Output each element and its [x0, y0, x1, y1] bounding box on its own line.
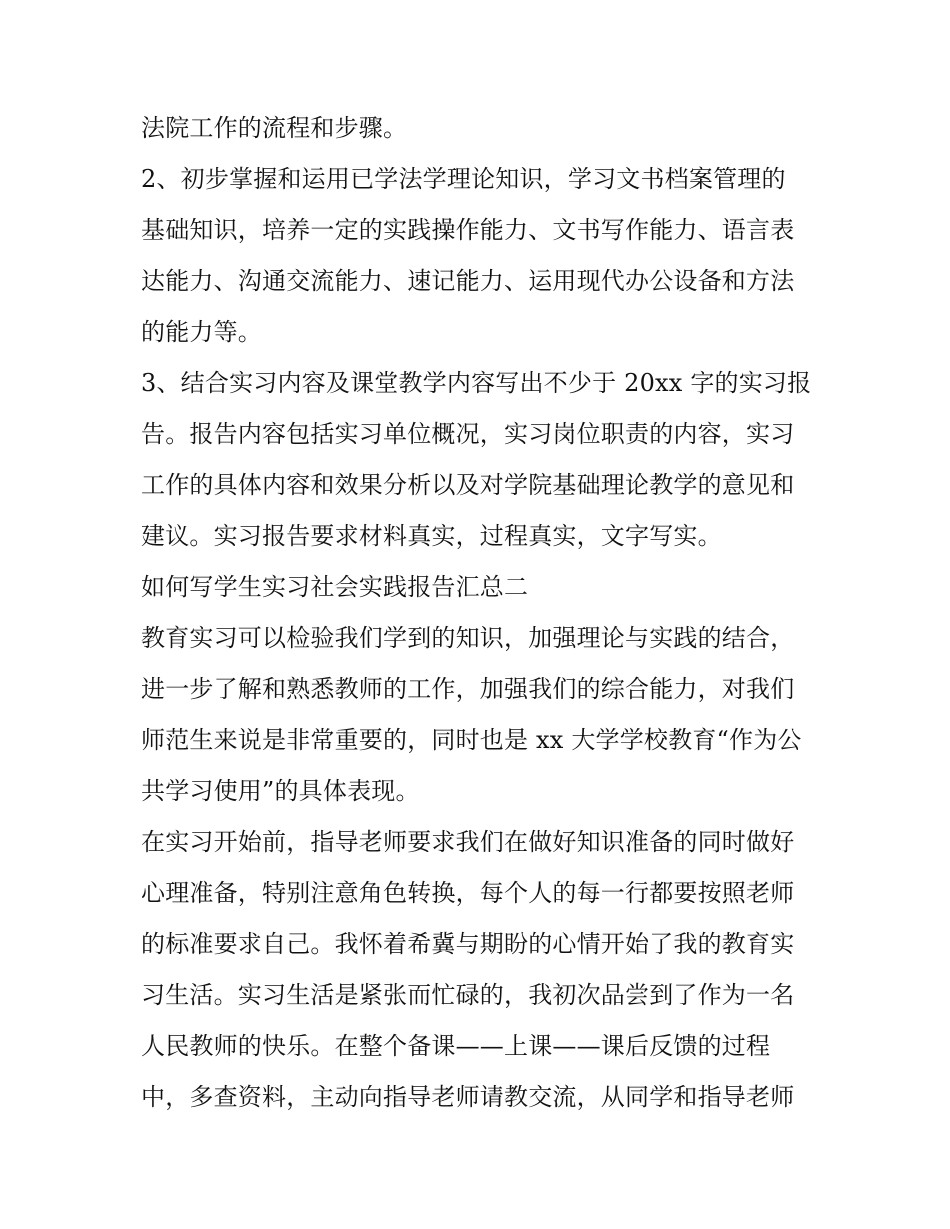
text-line: 教育实习可以检验我们学到的知识，加强理论与实践的结合，: [141, 624, 795, 652]
text-line: 心理准备，特别注意角色转换，每个人的每一行都要按照老师: [141, 879, 795, 907]
text-line: 的能力等。: [141, 318, 262, 346]
text-line: 法院工作的流程和步骤。: [141, 114, 408, 142]
document-body: [141, 103, 821, 1123]
text-line: 共学习使用”的具体表现。: [141, 777, 420, 805]
text-line: 2、初步掌握和运用已学法学理论知识，学习文书档案管理的: [141, 165, 786, 193]
text-line: 达能力、沟通交流能力、速记能力、运用现代办公设备和方法: [141, 267, 795, 295]
text-line: 3、结合实习内容及课堂教学内容写出不少于 20xx 字的实习报: [141, 369, 812, 397]
text-line: 基础知识，培养一定的实践操作能力、文书写作能力、语言表: [141, 216, 795, 244]
text-line: 习生活。实习生活是紧张而忙碌的，我初次品尝到了作为一名: [141, 981, 795, 1009]
text-line: 进一步了解和熟悉教师的工作，加强我们的综合能力，对我们: [141, 675, 795, 703]
text-line: 告。报告内容包括实习单位概况，实习岗位职责的内容，实习: [141, 420, 795, 448]
text-line: 工作的具体内容和效果分析以及对学院基础理论教学的意见和: [141, 471, 795, 499]
text-line: 人民教师的快乐。在整个备课——上课——课后反馈的过程: [141, 1032, 771, 1060]
text-line: 师范生来说是非常重要的，同时也是 xx 大学学校教育“作为公: [141, 726, 802, 754]
text-line: 在实习开始前，指导老师要求我们在做好知识准备的同时做好: [141, 828, 795, 856]
text-line: 的标准要求自己。我怀着希冀与期盼的心情开始了我的教育实: [141, 930, 795, 958]
text-line: 建议。实习报告要求材料真实，过程真实，文字写实。: [141, 522, 722, 550]
text-line: 中，多查资料，主动向指导老师请教交流，从同学和指导老师: [141, 1083, 795, 1111]
section-heading: 如何写学生实习社会实践报告汇总二: [141, 573, 529, 601]
